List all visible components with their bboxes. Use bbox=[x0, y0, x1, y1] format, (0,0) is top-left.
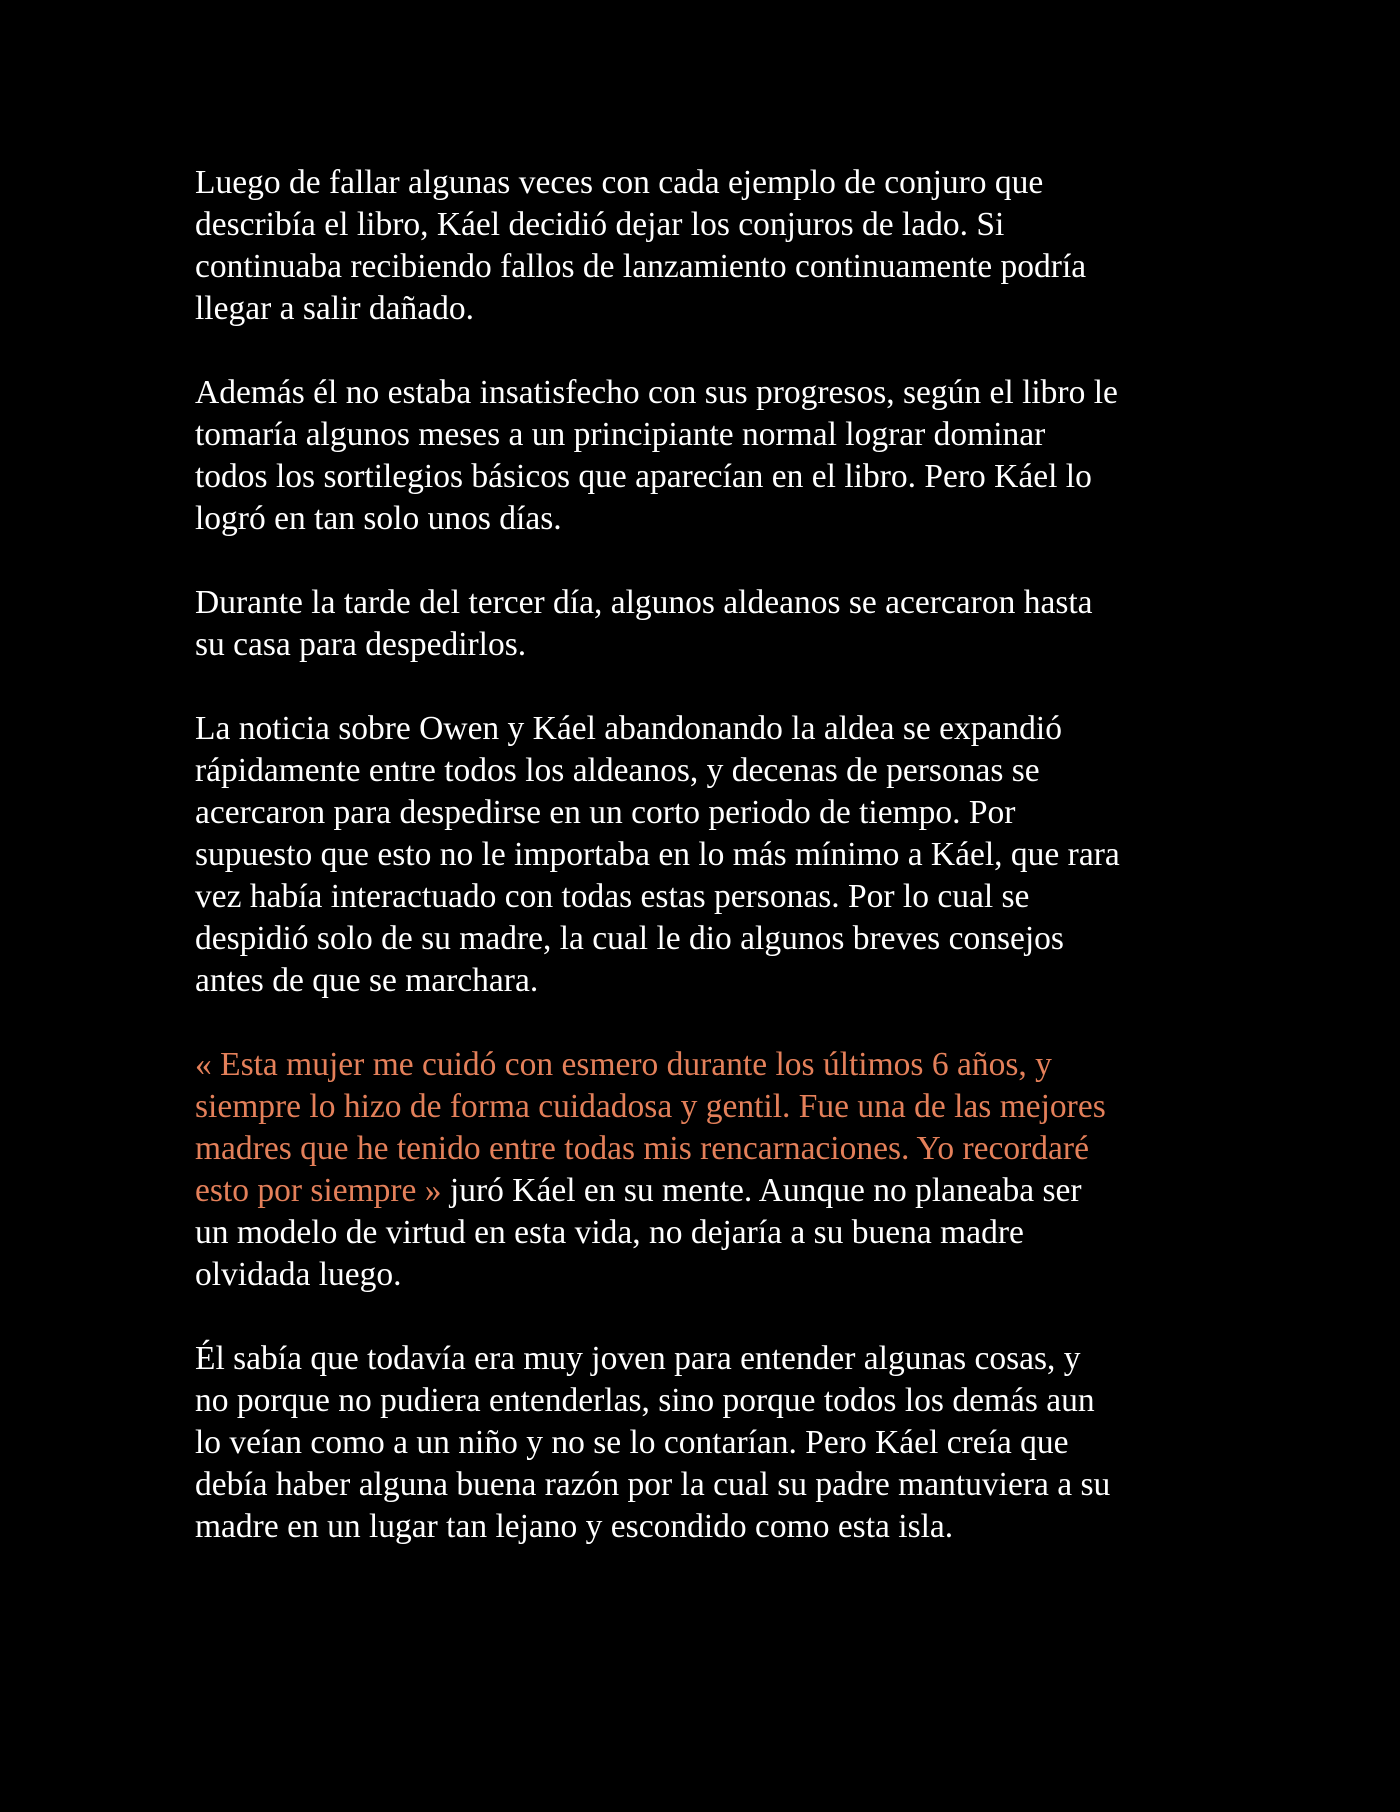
text-line: un modelo de virtud en esta vida, no dejaría a su buena madre bbox=[195, 1214, 1024, 1251]
quote-line: siempre lo hizo de forma cuidadosa y gentil. Fue una de las mejores bbox=[195, 1088, 1106, 1125]
text-segment: juró Káel en su mente. Aunque no planeaba ser bbox=[441, 1172, 1082, 1209]
paragraph-3 bbox=[195, 582, 1225, 666]
text-line: supuesto que esto no le importaba en lo más mínimo a Káel, que rara bbox=[195, 836, 1120, 873]
text-line: todos los sortilegios básicos que aparecían en el libro. Pero Káel lo bbox=[195, 458, 1092, 495]
text-line: despidió solo de su madre, la cual le dio algunos breves consejos bbox=[195, 920, 1064, 957]
text-line: Luego de fallar algunas veces con cada ejemplo de conjuro que bbox=[195, 164, 1044, 201]
text-line: acercaron para despedirse en un corto periodo de tiempo. Por bbox=[195, 794, 1016, 831]
paragraph-6 bbox=[195, 1338, 1225, 1548]
paragraph-2 bbox=[195, 372, 1225, 540]
text-line: su casa para despedirlos. bbox=[195, 626, 527, 663]
text-line: Además él no estaba insatisfecho con sus progresos, según el libro le bbox=[195, 374, 1118, 411]
text-line: antes de que se marchara. bbox=[195, 962, 539, 999]
document-page bbox=[195, 162, 1225, 1590]
text-line: debía haber alguna buena razón por la cual su padre mantuviera a su bbox=[195, 1466, 1111, 1503]
quote-line: madres que he tenido entre todas mis rencarnaciones. Yo recordaré bbox=[195, 1130, 1089, 1167]
quote-line: « Esta mujer me cuidó con esmero durante los últimos 6 años, y bbox=[195, 1046, 1052, 1083]
paragraph-5 bbox=[195, 1044, 1225, 1296]
text-line: madre en un lugar tan lejano y escondido como esta isla. bbox=[195, 1508, 954, 1545]
text-line: logró en tan solo unos días. bbox=[195, 500, 562, 537]
text-line: llegar a salir dañado. bbox=[195, 290, 475, 327]
text-line: La noticia sobre Owen y Káel abandonando la aldea se expandió bbox=[195, 710, 1062, 747]
text-line: rápidamente entre todos los aldeanos, y decenas de personas se bbox=[195, 752, 1040, 789]
text-line: Durante la tarde del tercer día, algunos aldeanos se acercaron hasta bbox=[195, 584, 1093, 621]
text-line: Él sabía que todavía era muy joven para entender algunas cosas, y bbox=[195, 1340, 1081, 1377]
text-line: vez había interactuado con todas estas personas. Por lo cual se bbox=[195, 878, 1030, 915]
paragraph-4 bbox=[195, 708, 1225, 1002]
text-line: continuaba recibiendo fallos de lanzamiento continuamente podría bbox=[195, 248, 1087, 285]
quote-line: esto por siempre » bbox=[195, 1172, 442, 1209]
text-line: tomaría algunos meses a un principiante normal lograr dominar bbox=[195, 416, 1046, 453]
text-line: lo veían como a un niño y no se lo contarían. Pero Káel creía que bbox=[195, 1424, 1069, 1461]
text-line: describía el libro, Káel decidió dejar los conjuros de lado. Si bbox=[195, 206, 1005, 243]
text-line: olvidada luego. bbox=[195, 1256, 402, 1293]
text-line: no porque no pudiera entenderlas, sino porque todos los demás aun bbox=[195, 1382, 1095, 1419]
paragraph-1 bbox=[195, 162, 1225, 330]
